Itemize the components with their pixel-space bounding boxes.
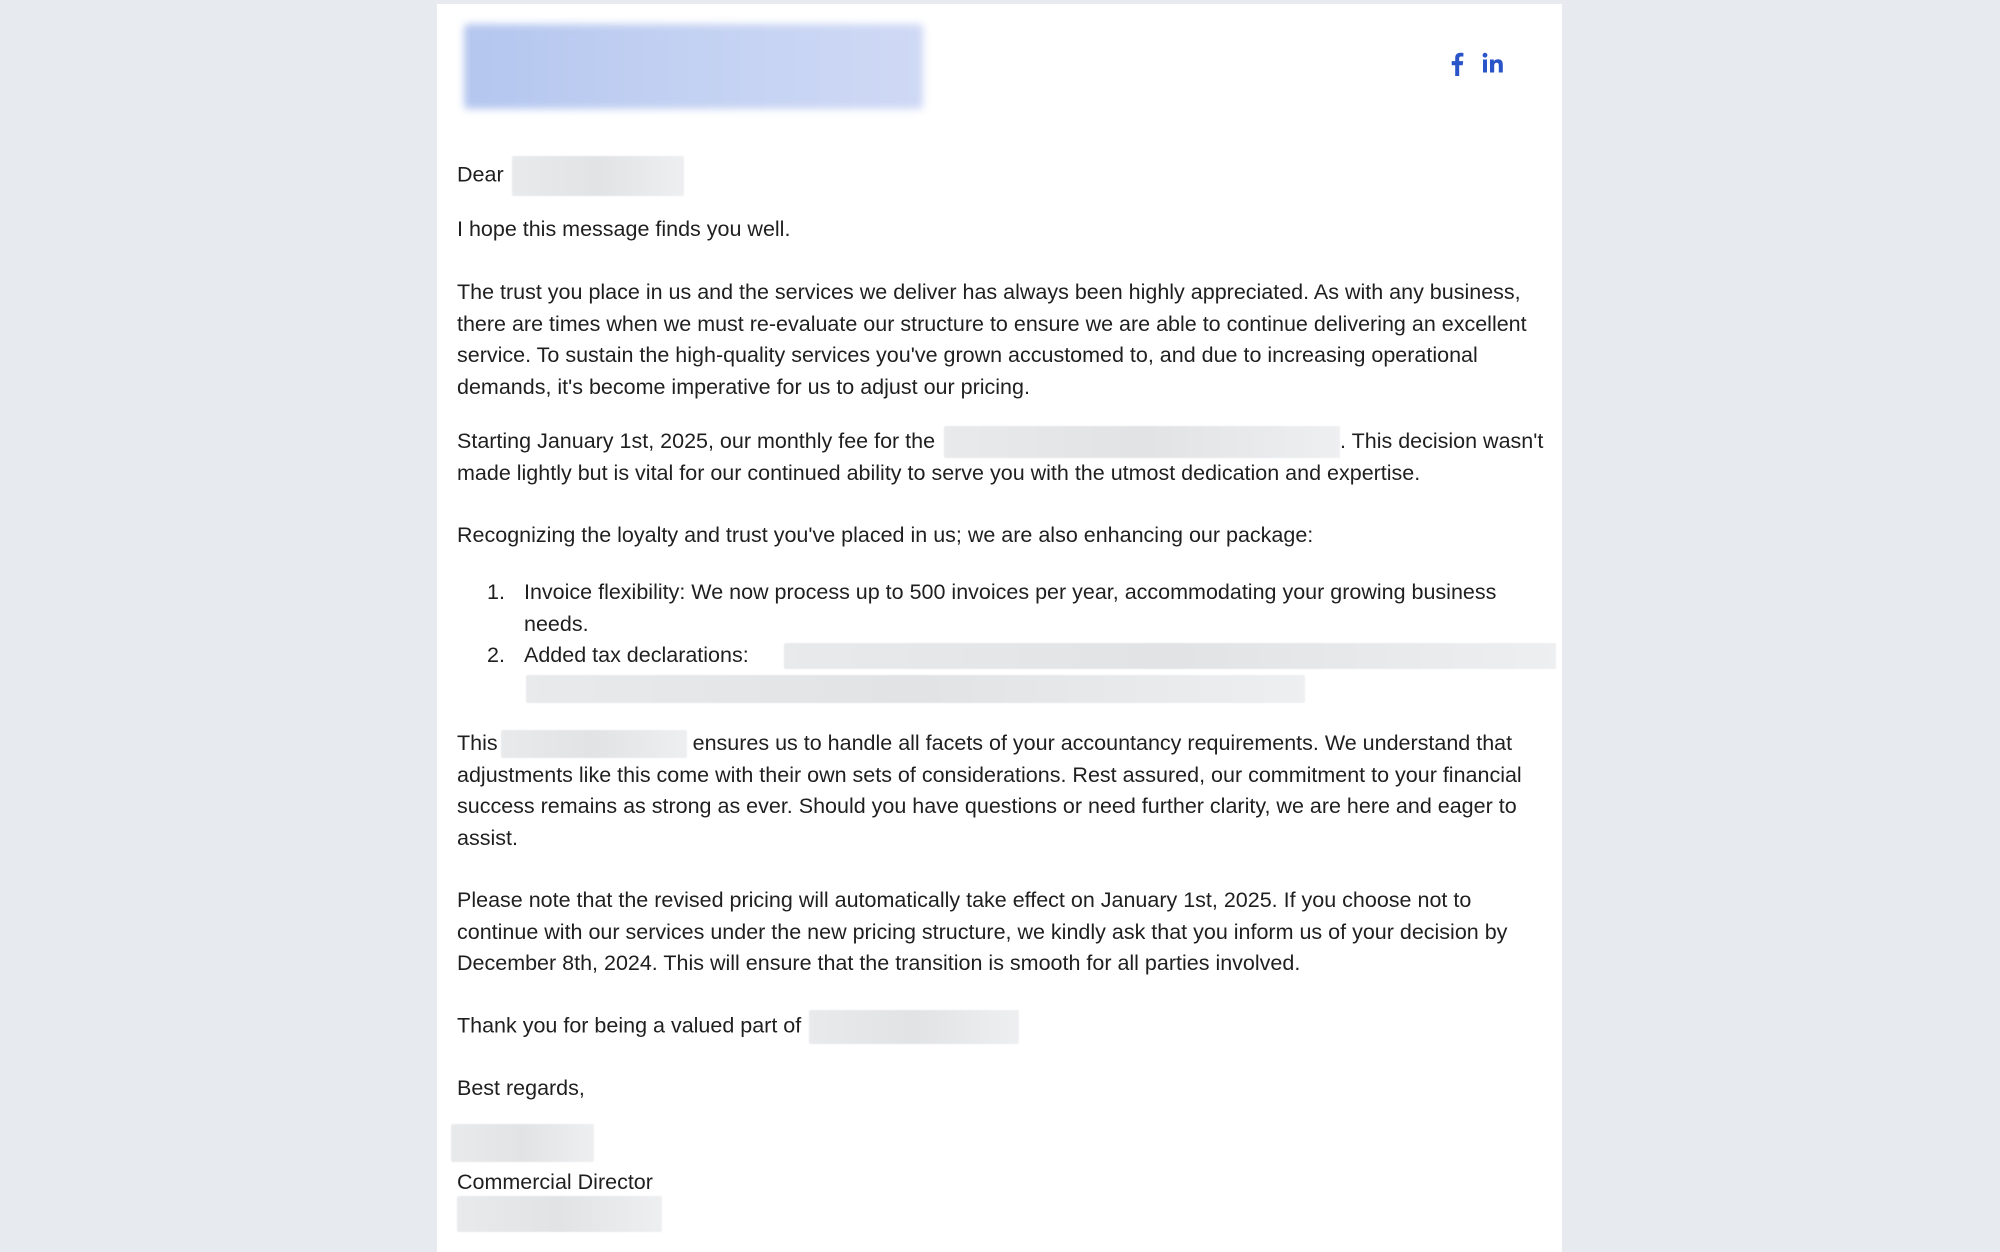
list-item: 2. Added tax declarations: [487,640,1534,703]
email-body [437,4,1562,1252]
sender-name-redacted [451,1124,594,1162]
pricing-text-start: Starting January 1st, 2025, our monthly fee for the [457,429,936,453]
greeting-text: Dear [457,162,504,187]
linkedin-icon[interactable] [1482,52,1504,74]
paragraph-accountancy [457,728,1547,854]
tax-declarations-redacted [784,643,1556,669]
list-item-text: Added tax declarations: [524,643,749,667]
list-item-text: Invoice flexibility: We now process up to 500 invoices per year, accommodating your growing business needs. [524,580,1497,636]
paragraph-enhancing: Recognizing the loyalty and trust you've placed in us; we are also enhancing our package: [457,523,1314,547]
enhancement-list [487,577,1534,703]
list-item: 1. Invoice flexibility: We now process up to 500 invoices per year, accommodating your growing business needs. [487,580,1497,636]
accountancy-text-start: This [457,731,498,755]
greeting-line [457,156,1547,196]
paragraph-notice: Please note that the revised pricing will automatically take effect on January 1st, 2025. If you choose not to continue with our services under the new pricing structure, we kindly ask that you inform us of your decision by December 8th, 2024. This will ensure that the transition is smooth for all parties involved. [457,888,1508,975]
thanks-text: Thank you for being a valued part of [457,1013,802,1038]
tax-declarations-redacted-line2 [526,675,1305,703]
intro-paragraph: I hope this message finds you well. [457,217,791,241]
thanks-line [457,1010,1547,1044]
package-redacted [501,730,687,758]
paragraph-trust: The trust you place in us and the services we deliver has always been highly appreciated. As with any business, there are times when we must re-evaluate our structure to ensure we are able to continue delivering an excellent service. To sustain the high-quality services you've grown accustomed to, and due to increasing operational demands, it's become imperative for us to adjust our pricing. [457,280,1527,399]
signature-title: Commercial Director [457,1170,653,1194]
company-logo-redacted [464,24,923,109]
pricing-text-end: . This decision wasn't made lightly but is vital for our continued ability to serve you with the utmost dedication and expertise. [457,429,1544,486]
facebook-icon[interactable] [1450,52,1464,76]
sender-company-redacted [457,1196,662,1232]
package-name-redacted [944,426,1340,458]
paragraph-pricing [457,426,1547,490]
signoff-line: Best regards, [457,1076,585,1100]
company-name-redacted [809,1010,1019,1044]
recipient-name-redacted [512,156,684,196]
accountancy-text-end: ensures us to handle all facets of your accountancy requirements. We understand that adjustments like this come with their own sets of considerations. Rest assured, our commitment to your financial success remains as strong as ever. Should you have questions or need further clarity, we are here and eager to assist. [457,731,1522,850]
